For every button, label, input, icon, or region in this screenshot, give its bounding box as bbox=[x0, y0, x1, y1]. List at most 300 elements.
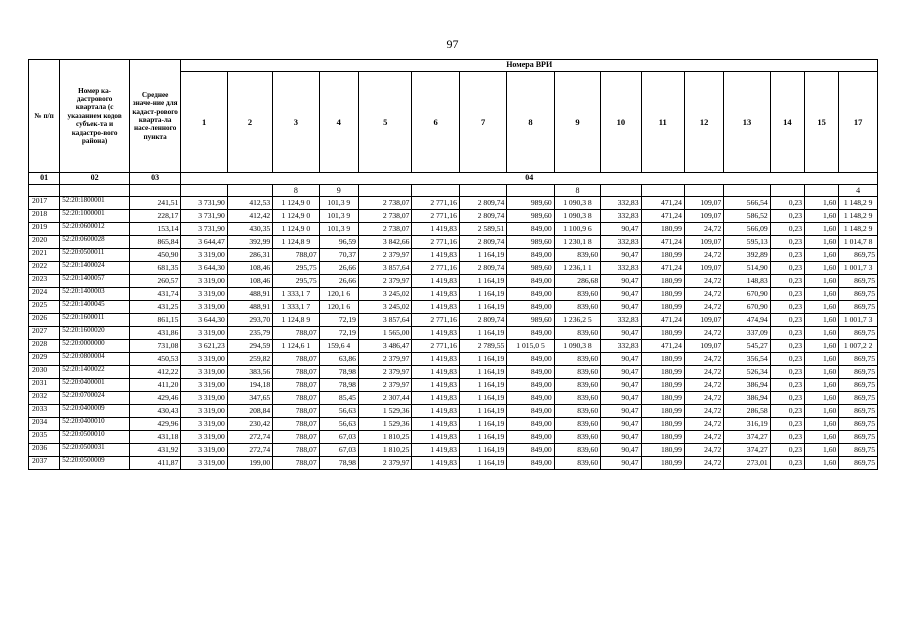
value-cell: 1,60 bbox=[805, 236, 839, 249]
value-cell: 108,46 bbox=[227, 262, 272, 275]
value-cell: 869,75 bbox=[839, 327, 878, 340]
value-cell: 0,23 bbox=[770, 288, 804, 301]
value-cell: 1 090,3 8 bbox=[554, 197, 600, 210]
table-row bbox=[29, 353, 878, 366]
row-number-cell: 2032 bbox=[29, 392, 60, 405]
value-cell: 869,75 bbox=[839, 275, 878, 288]
value-cell: 332,83 bbox=[601, 210, 641, 223]
value-cell: 849,00 bbox=[507, 444, 554, 457]
cadastral-number-cell: 52:20:1600011 bbox=[60, 314, 130, 327]
value-cell: 180,99 bbox=[641, 392, 684, 405]
value-cell: 286,58 bbox=[724, 405, 770, 418]
row-number-cell: 2035 bbox=[29, 431, 60, 444]
cadastral-number-cell: 52:20:1400003 bbox=[60, 288, 130, 301]
header-vri-number: 6 bbox=[412, 72, 459, 173]
value-cell: 2 809,74 bbox=[459, 236, 506, 249]
cadastral-number-cell: 52:20:1400022 bbox=[60, 366, 130, 379]
header-vri-number: 7 bbox=[459, 72, 506, 173]
value-cell: 471,24 bbox=[641, 210, 684, 223]
value-cell: 1 164,19 bbox=[459, 431, 506, 444]
value-cell: 1 529,36 bbox=[358, 405, 411, 418]
value-cell: 431,92 bbox=[129, 444, 180, 457]
value-cell: 332,83 bbox=[601, 236, 641, 249]
value-cell: 514,90 bbox=[724, 262, 770, 275]
value-cell: 788,07 bbox=[273, 431, 319, 444]
value-cell: 1 164,19 bbox=[459, 444, 506, 457]
sub-cell bbox=[641, 185, 684, 197]
header-num: № п/п bbox=[29, 60, 60, 173]
header-vri-number: 5 bbox=[358, 72, 411, 173]
value-cell: 3 319,00 bbox=[181, 405, 227, 418]
row-number-cell: 2026 bbox=[29, 314, 60, 327]
value-cell: 869,75 bbox=[839, 457, 878, 470]
table-row bbox=[29, 379, 878, 392]
row-number-cell: 2022 bbox=[29, 262, 60, 275]
code-04: 04 bbox=[181, 173, 878, 185]
value-cell: 1,60 bbox=[805, 288, 839, 301]
value-cell: 259,82 bbox=[227, 353, 272, 366]
value-cell: 1 124,8 9 bbox=[273, 236, 319, 249]
value-cell: 153,14 bbox=[129, 223, 180, 236]
value-cell: 670,90 bbox=[724, 288, 770, 301]
table-row bbox=[29, 275, 878, 288]
value-cell: 788,07 bbox=[273, 249, 319, 262]
value-cell: 2 771,16 bbox=[412, 314, 459, 327]
value-cell: 24,72 bbox=[684, 301, 723, 314]
cadastral-number-cell: 52:20:0000000 bbox=[60, 340, 130, 353]
value-cell: 109,07 bbox=[684, 197, 723, 210]
value-cell: 1 810,25 bbox=[358, 431, 411, 444]
value-cell: 0,23 bbox=[770, 444, 804, 457]
value-cell: 24,72 bbox=[684, 457, 723, 470]
value-cell: 1 164,19 bbox=[459, 327, 506, 340]
value-cell: 273,01 bbox=[724, 457, 770, 470]
value-cell: 159,6 4 bbox=[319, 340, 358, 353]
cadastral-number-cell: 52:20:1000001 bbox=[60, 210, 130, 223]
row-number-cell: 2029 bbox=[29, 353, 60, 366]
value-cell: 471,24 bbox=[641, 314, 684, 327]
value-cell: 869,75 bbox=[839, 288, 878, 301]
value-cell: 26,66 bbox=[319, 262, 358, 275]
value-cell: 839,60 bbox=[554, 327, 600, 340]
code-03: 03 bbox=[129, 173, 180, 185]
value-cell: 383,56 bbox=[227, 366, 272, 379]
value-cell: 3 319,00 bbox=[181, 444, 227, 457]
value-cell: 849,00 bbox=[507, 275, 554, 288]
value-cell: 429,46 bbox=[129, 392, 180, 405]
header-vri-number: 1 bbox=[181, 72, 227, 173]
value-cell: 180,99 bbox=[641, 418, 684, 431]
value-cell: 839,60 bbox=[554, 379, 600, 392]
value-cell: 180,99 bbox=[641, 379, 684, 392]
row-number-cell: 2020 bbox=[29, 236, 60, 249]
code-01: 01 bbox=[29, 173, 60, 185]
header-vri-number: 3 bbox=[273, 72, 319, 173]
value-cell: 0,23 bbox=[770, 262, 804, 275]
table-row bbox=[29, 327, 878, 340]
value-cell: 3 486,47 bbox=[358, 340, 411, 353]
row-number-cell: 2031 bbox=[29, 379, 60, 392]
value-cell: 849,00 bbox=[507, 431, 554, 444]
value-cell: 347,65 bbox=[227, 392, 272, 405]
value-cell: 1,60 bbox=[805, 301, 839, 314]
row-number-cell: 2036 bbox=[29, 444, 60, 457]
cadastral-number-cell: 52:20:0400009 bbox=[60, 405, 130, 418]
value-cell: 180,99 bbox=[641, 457, 684, 470]
value-cell: 1 419,83 bbox=[412, 223, 459, 236]
value-cell: 260,57 bbox=[129, 275, 180, 288]
table-row bbox=[29, 197, 878, 210]
cadastral-number-cell: 52:20:0500010 bbox=[60, 431, 130, 444]
value-cell: 788,07 bbox=[273, 392, 319, 405]
sub-cell-vri-17: 4 bbox=[839, 185, 878, 197]
value-cell: 471,24 bbox=[641, 197, 684, 210]
value-cell: 3 319,00 bbox=[181, 366, 227, 379]
value-cell: 681,35 bbox=[129, 262, 180, 275]
value-cell: 1 164,19 bbox=[459, 249, 506, 262]
value-cell: 90,47 bbox=[601, 366, 641, 379]
value-cell: 1 164,19 bbox=[459, 379, 506, 392]
value-cell: 1 164,19 bbox=[459, 275, 506, 288]
sub-cell-vri-4: 9 bbox=[319, 185, 358, 197]
value-cell: 78,98 bbox=[319, 457, 358, 470]
value-cell: 411,20 bbox=[129, 379, 180, 392]
value-cell: 0,23 bbox=[770, 301, 804, 314]
value-cell: 109,07 bbox=[684, 314, 723, 327]
value-cell: 869,75 bbox=[839, 405, 878, 418]
value-cell: 849,00 bbox=[507, 457, 554, 470]
value-cell: 228,17 bbox=[129, 210, 180, 223]
value-cell: 3 857,64 bbox=[358, 262, 411, 275]
table-row bbox=[29, 262, 878, 275]
value-cell: 1 090,3 8 bbox=[554, 340, 600, 353]
value-cell: 56,63 bbox=[319, 418, 358, 431]
row-number-cell: 2037 bbox=[29, 457, 60, 470]
value-cell: 839,60 bbox=[554, 353, 600, 366]
cadastral-number-cell: 52:20:1600020 bbox=[60, 327, 130, 340]
value-cell: 3 319,00 bbox=[181, 275, 227, 288]
cadastral-number-cell: 52:20:0500031 bbox=[60, 444, 130, 457]
value-cell: 1 419,83 bbox=[412, 418, 459, 431]
value-cell: 24,72 bbox=[684, 223, 723, 236]
value-cell: 545,27 bbox=[724, 340, 770, 353]
sub-cell bbox=[459, 185, 506, 197]
sub-cell bbox=[129, 185, 180, 197]
value-cell: 989,60 bbox=[507, 236, 554, 249]
value-cell: 3 644,47 bbox=[181, 236, 227, 249]
value-cell: 63,86 bbox=[319, 353, 358, 366]
value-cell: 839,60 bbox=[554, 249, 600, 262]
value-cell: 90,47 bbox=[601, 431, 641, 444]
value-cell: 0,23 bbox=[770, 431, 804, 444]
value-cell: 839,60 bbox=[554, 392, 600, 405]
value-cell: 3 621,23 bbox=[181, 340, 227, 353]
value-cell: 286,31 bbox=[227, 249, 272, 262]
value-cell: 0,23 bbox=[770, 379, 804, 392]
value-cell: 109,07 bbox=[684, 236, 723, 249]
value-cell: 0,23 bbox=[770, 392, 804, 405]
value-cell: 0,23 bbox=[770, 340, 804, 353]
value-cell: 412,22 bbox=[129, 366, 180, 379]
value-cell: 450,90 bbox=[129, 249, 180, 262]
value-cell: 526,34 bbox=[724, 366, 770, 379]
value-cell: 1 529,36 bbox=[358, 418, 411, 431]
value-cell: 1 419,83 bbox=[412, 457, 459, 470]
value-cell: 1,60 bbox=[805, 314, 839, 327]
value-cell: 1 333,1 7 bbox=[273, 301, 319, 314]
value-cell: 430,43 bbox=[129, 405, 180, 418]
value-cell: 1 090,3 8 bbox=[554, 210, 600, 223]
value-cell: 3 644,30 bbox=[181, 314, 227, 327]
value-cell: 1,60 bbox=[805, 197, 839, 210]
cadastral-number-cell: 52:20:0600012 bbox=[60, 223, 130, 236]
table-row bbox=[29, 210, 878, 223]
value-cell: 849,00 bbox=[507, 327, 554, 340]
value-cell: 3 319,00 bbox=[181, 301, 227, 314]
value-cell: 1 419,83 bbox=[412, 275, 459, 288]
cadastral-number-cell: 52:20:0400001 bbox=[60, 379, 130, 392]
value-cell: 839,60 bbox=[554, 366, 600, 379]
value-cell: 148,83 bbox=[724, 275, 770, 288]
value-cell: 1 419,83 bbox=[412, 379, 459, 392]
value-cell: 3 731,90 bbox=[181, 210, 227, 223]
value-cell: 2 809,74 bbox=[459, 314, 506, 327]
value-cell: 869,75 bbox=[839, 249, 878, 262]
cadastral-number-cell: 52:20:1800001 bbox=[60, 197, 130, 210]
value-cell: 1,60 bbox=[805, 444, 839, 457]
value-cell: 989,60 bbox=[507, 210, 554, 223]
value-cell: 294,59 bbox=[227, 340, 272, 353]
value-cell: 1 014,7 8 bbox=[839, 236, 878, 249]
value-cell: 0,23 bbox=[770, 457, 804, 470]
value-cell: 1 148,2 9 bbox=[839, 223, 878, 236]
value-cell: 24,72 bbox=[684, 275, 723, 288]
value-cell: 72,19 bbox=[319, 314, 358, 327]
value-cell: 1 164,19 bbox=[459, 418, 506, 431]
value-cell: 392,99 bbox=[227, 236, 272, 249]
row-number-cell: 2019 bbox=[29, 223, 60, 236]
value-cell: 1 230,1 8 bbox=[554, 236, 600, 249]
value-cell: 109,07 bbox=[684, 262, 723, 275]
value-cell: 194,18 bbox=[227, 379, 272, 392]
value-cell: 1 810,25 bbox=[358, 444, 411, 457]
value-cell: 849,00 bbox=[507, 249, 554, 262]
value-cell: 2 809,74 bbox=[459, 262, 506, 275]
value-cell: 488,91 bbox=[227, 301, 272, 314]
value-cell: 286,68 bbox=[554, 275, 600, 288]
value-cell: 90,47 bbox=[601, 275, 641, 288]
value-cell: 2 738,07 bbox=[358, 223, 411, 236]
value-cell: 230,42 bbox=[227, 418, 272, 431]
value-cell: 67,03 bbox=[319, 444, 358, 457]
value-cell: 869,75 bbox=[839, 431, 878, 444]
sub-cell bbox=[805, 185, 839, 197]
value-cell: 3 319,00 bbox=[181, 418, 227, 431]
value-cell: 0,23 bbox=[770, 249, 804, 262]
value-cell: 431,25 bbox=[129, 301, 180, 314]
value-cell: 869,75 bbox=[839, 366, 878, 379]
value-cell: 2 771,16 bbox=[412, 197, 459, 210]
value-cell: 2 771,16 bbox=[412, 340, 459, 353]
value-cell: 3 319,00 bbox=[181, 392, 227, 405]
value-cell: 1 001,7 3 bbox=[839, 262, 878, 275]
value-cell: 2 379,97 bbox=[358, 379, 411, 392]
value-cell: 2 738,07 bbox=[358, 210, 411, 223]
value-cell: 180,99 bbox=[641, 288, 684, 301]
header-vri-number: 15 bbox=[805, 72, 839, 173]
value-cell: 1 124,9 0 bbox=[273, 223, 319, 236]
row-number-cell: 2034 bbox=[29, 418, 60, 431]
value-cell: 488,91 bbox=[227, 288, 272, 301]
value-cell: 869,75 bbox=[839, 392, 878, 405]
value-cell: 2 379,97 bbox=[358, 457, 411, 470]
header-vri-number: 12 bbox=[684, 72, 723, 173]
value-cell: 0,23 bbox=[770, 210, 804, 223]
header-avg: Среднее значе-ние для кадаст-рового кварта-ла насе-ленного пункта bbox=[129, 60, 180, 173]
value-cell: 199,00 bbox=[227, 457, 272, 470]
table-row bbox=[29, 444, 878, 457]
value-cell: 1,60 bbox=[805, 210, 839, 223]
value-cell: 96,59 bbox=[319, 236, 358, 249]
value-cell: 2 379,97 bbox=[358, 249, 411, 262]
value-cell: 0,23 bbox=[770, 275, 804, 288]
value-cell: 90,47 bbox=[601, 444, 641, 457]
value-cell: 1 236,2 5 bbox=[554, 314, 600, 327]
table-row bbox=[29, 457, 878, 470]
value-cell: 412,53 bbox=[227, 197, 272, 210]
value-cell: 3 731,90 bbox=[181, 197, 227, 210]
value-cell: 3 842,66 bbox=[358, 236, 411, 249]
value-cell: 90,47 bbox=[601, 392, 641, 405]
value-cell: 1 419,83 bbox=[412, 366, 459, 379]
value-cell: 3 319,00 bbox=[181, 379, 227, 392]
table-row bbox=[29, 301, 878, 314]
cadastral-number-cell: 52:20:1400057 bbox=[60, 275, 130, 288]
value-cell: 989,60 bbox=[507, 262, 554, 275]
value-cell: 3 857,64 bbox=[358, 314, 411, 327]
value-cell: 24,72 bbox=[684, 405, 723, 418]
value-cell: 1 148,2 9 bbox=[839, 210, 878, 223]
value-cell: 869,75 bbox=[839, 353, 878, 366]
value-cell: 788,07 bbox=[273, 444, 319, 457]
value-cell: 1,60 bbox=[805, 275, 839, 288]
value-cell: 989,60 bbox=[507, 197, 554, 210]
value-cell: 1,60 bbox=[805, 457, 839, 470]
value-cell: 450,53 bbox=[129, 353, 180, 366]
value-cell: 392,89 bbox=[724, 249, 770, 262]
row-number-cell: 2030 bbox=[29, 366, 60, 379]
value-cell: 90,47 bbox=[601, 223, 641, 236]
row-number-cell: 2024 bbox=[29, 288, 60, 301]
table-row bbox=[29, 314, 878, 327]
value-cell: 90,47 bbox=[601, 249, 641, 262]
value-cell: 788,07 bbox=[273, 405, 319, 418]
value-cell: 180,99 bbox=[641, 301, 684, 314]
value-cell: 1,60 bbox=[805, 340, 839, 353]
row-number-cell: 2033 bbox=[29, 405, 60, 418]
value-cell: 412,42 bbox=[227, 210, 272, 223]
header-vri-number: 10 bbox=[601, 72, 641, 173]
value-cell: 1 419,83 bbox=[412, 327, 459, 340]
value-cell: 316,19 bbox=[724, 418, 770, 431]
value-cell: 24,72 bbox=[684, 379, 723, 392]
value-cell: 3 319,00 bbox=[181, 288, 227, 301]
value-cell: 3 319,00 bbox=[181, 327, 227, 340]
value-cell: 1,60 bbox=[805, 379, 839, 392]
value-cell: 849,00 bbox=[507, 392, 554, 405]
value-cell: 1 164,19 bbox=[459, 366, 506, 379]
value-cell: 2 809,74 bbox=[459, 197, 506, 210]
value-cell: 869,75 bbox=[839, 379, 878, 392]
value-cell: 839,60 bbox=[554, 457, 600, 470]
value-cell: 108,46 bbox=[227, 275, 272, 288]
value-cell: 272,74 bbox=[227, 444, 272, 457]
sub-cell bbox=[29, 185, 60, 197]
value-cell: 70,37 bbox=[319, 249, 358, 262]
sub-cell bbox=[684, 185, 723, 197]
value-cell: 849,00 bbox=[507, 366, 554, 379]
value-cell: 26,66 bbox=[319, 275, 358, 288]
value-cell: 101,3 9 bbox=[319, 210, 358, 223]
code-02: 02 bbox=[60, 173, 130, 185]
value-cell: 1 419,83 bbox=[412, 405, 459, 418]
row-number-cell: 2027 bbox=[29, 327, 60, 340]
value-cell: 2 771,16 bbox=[412, 210, 459, 223]
value-cell: 869,75 bbox=[839, 444, 878, 457]
value-cell: 474,94 bbox=[724, 314, 770, 327]
header-vri-number: 4 bbox=[319, 72, 358, 173]
value-cell: 332,83 bbox=[601, 262, 641, 275]
value-cell: 1,60 bbox=[805, 223, 839, 236]
cadastral-number-cell: 52:20:1400024 bbox=[60, 262, 130, 275]
value-cell: 1 419,83 bbox=[412, 444, 459, 457]
value-cell: 241,51 bbox=[129, 197, 180, 210]
value-cell: 865,84 bbox=[129, 236, 180, 249]
value-cell: 1,60 bbox=[805, 366, 839, 379]
row-number-cell: 2017 bbox=[29, 197, 60, 210]
value-cell: 3 644,30 bbox=[181, 262, 227, 275]
value-cell: 3 319,00 bbox=[181, 249, 227, 262]
sub-cell bbox=[770, 185, 804, 197]
value-cell: 293,70 bbox=[227, 314, 272, 327]
value-cell: 3 319,00 bbox=[181, 457, 227, 470]
value-cell: 1 419,83 bbox=[412, 431, 459, 444]
value-cell: 78,98 bbox=[319, 366, 358, 379]
value-cell: 24,72 bbox=[684, 249, 723, 262]
value-cell: 24,72 bbox=[684, 392, 723, 405]
value-cell: 2 307,44 bbox=[358, 392, 411, 405]
sub-cell bbox=[181, 185, 227, 197]
value-cell: 180,99 bbox=[641, 353, 684, 366]
value-cell: 788,07 bbox=[273, 366, 319, 379]
sub-cell-vri-3: 8 bbox=[273, 185, 319, 197]
value-cell: 0,23 bbox=[770, 223, 804, 236]
value-cell: 180,99 bbox=[641, 275, 684, 288]
value-cell: 2 771,16 bbox=[412, 236, 459, 249]
value-cell: 295,75 bbox=[273, 275, 319, 288]
value-cell: 1,60 bbox=[805, 392, 839, 405]
value-cell: 0,23 bbox=[770, 314, 804, 327]
value-cell: 386,94 bbox=[724, 392, 770, 405]
value-cell: 2 789,55 bbox=[459, 340, 506, 353]
value-cell: 431,74 bbox=[129, 288, 180, 301]
value-cell: 332,83 bbox=[601, 197, 641, 210]
header-vri-number: 17 bbox=[839, 72, 878, 173]
value-cell: 235,79 bbox=[227, 327, 272, 340]
cadastral-number-cell: 52:20:0500009 bbox=[60, 457, 130, 470]
row-number-cell: 2028 bbox=[29, 340, 60, 353]
value-cell: 67,03 bbox=[319, 431, 358, 444]
